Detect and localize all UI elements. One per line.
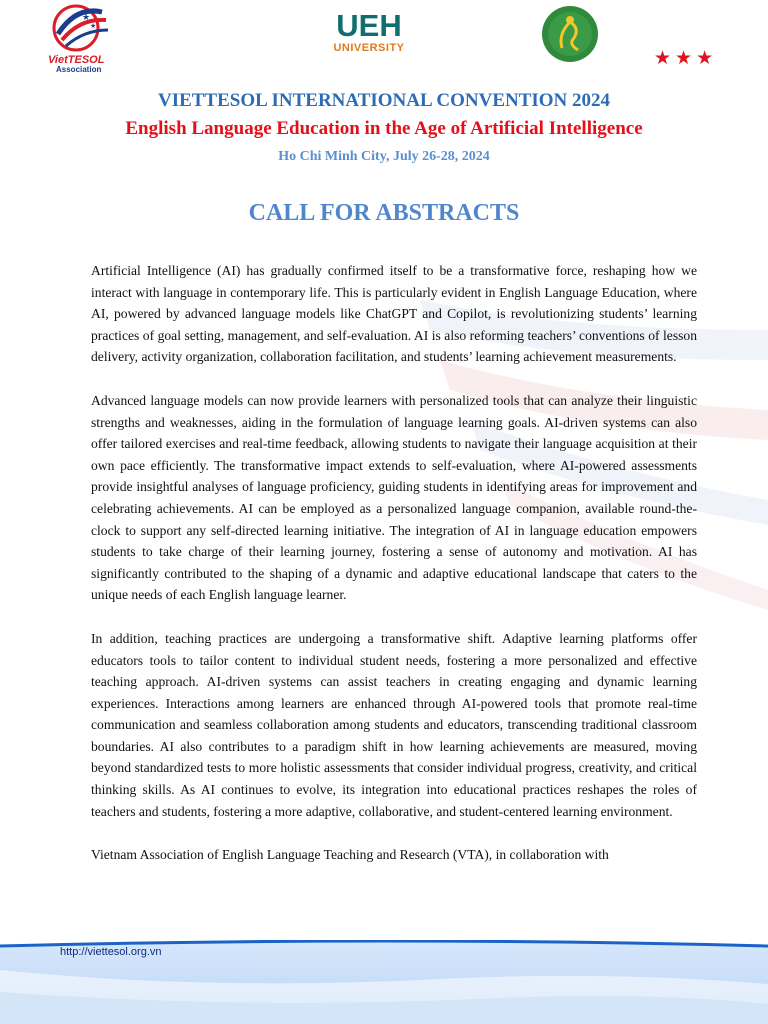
paragraph-4: Vietnam Association of English Language Teaching and Research (VTA), in collaboration with — [91, 847, 609, 863]
svg-text:★: ★ — [82, 13, 91, 23]
ueh-logo — [326, 10, 412, 66]
convention-title: VIETTESOL INTERNATIONAL CONVENTION 2024 — [157, 90, 611, 111]
paragraph-2: Advanced language models can now provide learners with personalized tools that can analyze their linguistic strengths and weaknesses, aiding in the formulation of language learning goals. AI-driven systems can also offer tailored exercises and real-time feedback, allowing students to navigate their language acquisition at their own pace efficiently. The transformative impact extends to self-evaluation, where AI-powered assessments provide insightful analyses of language proficiency, guiding students in identifying areas for improvement and celebrating achievements. AI can be employed as a personalized language companion, available round-the-clock to support any self-directed learning initiative. The integration of AI in language education empowers students to take charge of their learning journey, fostering a sense of autonomy and motivation. AI has significantly contributed to the shaping of a dynamic and adaptive educational landscape that caters to the unique needs of each English language learner. — [91, 392, 697, 603]
paragraph-3: In addition, teaching practices are undergoing a transformative shift. Adaptive learning platforms offer educators tools to tailor content to individual student needs, fostering a more personalized and effective teaching approach. AI-driven systems can assist teachers in creating engaging and dynamic learning experiences. Interactions among learners are enhanced through AI-powered tools that promote real-time communication and seamless collaboration among students and educators, transcending traditional classroom boundaries. AI also contributes to a paradigm shift in how learning achievements are measured, moving beyond standardized tests to more holistic assessments that consider individual progress, creativity, and critical thinking skills. As AI continues to evolve, its integration into educational practices reshapes the roles of teachers and students, fostering a more adaptive, collaborative, and student-centered learning environment. — [91, 630, 697, 819]
title-block — [0, 88, 768, 170]
viettesol-logo — [44, 2, 128, 72]
website-link[interactable]: http://viettesol.org.vn — [60, 946, 162, 958]
body-text — [91, 260, 697, 888]
viettesol-sub: Association — [56, 65, 102, 74]
convention-theme: English Language Education in the Age of Artificial Intelligence — [125, 118, 643, 139]
stars-decoration: ★★★ — [654, 47, 718, 69]
section-title: CALL FOR ABSTRACTS — [248, 200, 520, 226]
svg-text:★: ★ — [90, 22, 97, 30]
location-date: Ho Chi Minh City, July 26-28, 2024 — [278, 149, 490, 164]
ueh-logo-subtext: UNIVERSITY — [333, 42, 405, 54]
paragraph-1: Artificial Intelligence (AI) has gradually confirmed itself to be a transformative force, reshaping how we interact with language in contemporary life. This is particularly evident in English Language Education, where AI, powered by advanced language models like ChatGPT and Copilot, is revolutionizing students’ learning practices of goal setting, management, and self-evaluation. AI is also reforming teachers’ conventions of lesson delivery, activity organization, collaboration facilitation, and students’ learning achievement measurements. — [91, 263, 697, 365]
viettesol-emblem-icon — [44, 2, 128, 56]
viettesol-wordmark: VietTESOL — [48, 54, 105, 66]
vta-seal-icon — [540, 4, 600, 64]
header-logos — [0, 0, 768, 80]
vta-logo — [540, 4, 600, 64]
ueh-logo-text: UEH — [336, 8, 402, 43]
